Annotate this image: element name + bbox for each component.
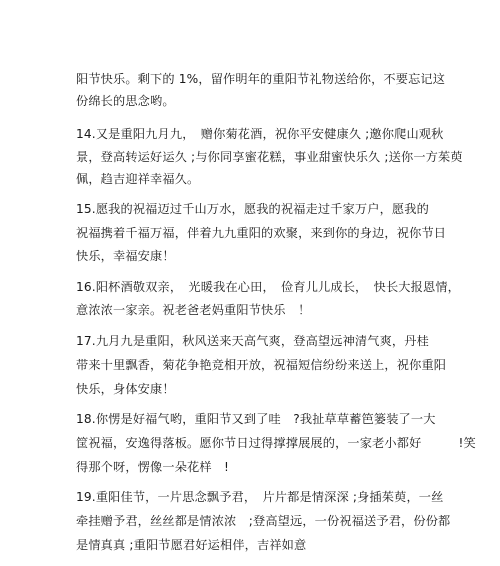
text-line: 意浓浓一家亲。祝老爸老妈重阳节快乐 ！ [76,303,311,317]
text-line: 阳节快乐。剩下的 1%，留作明年的重阳节礼物送给你，不要忘记这 [76,72,446,86]
text-line: 快乐，身体安康！ [76,382,175,396]
text-line: 16.阳杯酒敬双亲， 光暖我在心田， 俭育儿儿成长， 快长大报恩情， [76,280,460,294]
text-line: 得那个呀，愣像一朵花样 ! [76,460,230,474]
text-line: 14.又是重阳九月九， 赠你菊花酒，祝你平安健康久 ;邀你爬山观秋 [76,127,444,141]
text-line: 景，登高转运好运久 ;与你同享蜜花糕，事业甜蜜快乐久 ;送你一方茱萸 [76,150,463,164]
text-line: 15.愿我的祝福迈过千山万水，愿我的祝福走过千家万户，愿我的 [76,202,429,216]
text-line: 17.九月九是重阳，秋风送来天高气爽，登高望远神清气爽，丹桂 [76,334,429,348]
text-line: 份绵长的思念哟。 [76,94,175,108]
text-line: 祝福携着千福万福，伴着九九重阳的欢聚，来到你的身边，祝你节日 [76,226,447,240]
text-line: 是情真真 ;重阳节愿君好运相伴，吉祥如意 [76,538,307,552]
text-line: 快乐，幸福安康！ [76,249,175,263]
text-line: 佩，趋吉迎祥幸福久。 [76,172,200,186]
text-line: 筐祝福，安逸得落板。愿你节日过得撑撑展展的，一家老小都好 !笑 [76,436,476,450]
text-line: 18.你愣是好福气哟，重阳节又到了哇 ?我扯草草蓄笆篓装了一大 [76,412,436,426]
text-line: 19.重阳佳节，一片思念飘予君， 片片都是情深深 ;身插茱萸，一丝 [76,490,444,504]
text-line: 牵挂赠予君，丝丝都是情浓浓 ;登高望远，一份祝福送予君，份份都 [76,514,451,528]
text-line: 带来十里飘香，菊花争艳竞相开放，祝福短信纷纷来送上，祝你重阳 [76,358,447,372]
